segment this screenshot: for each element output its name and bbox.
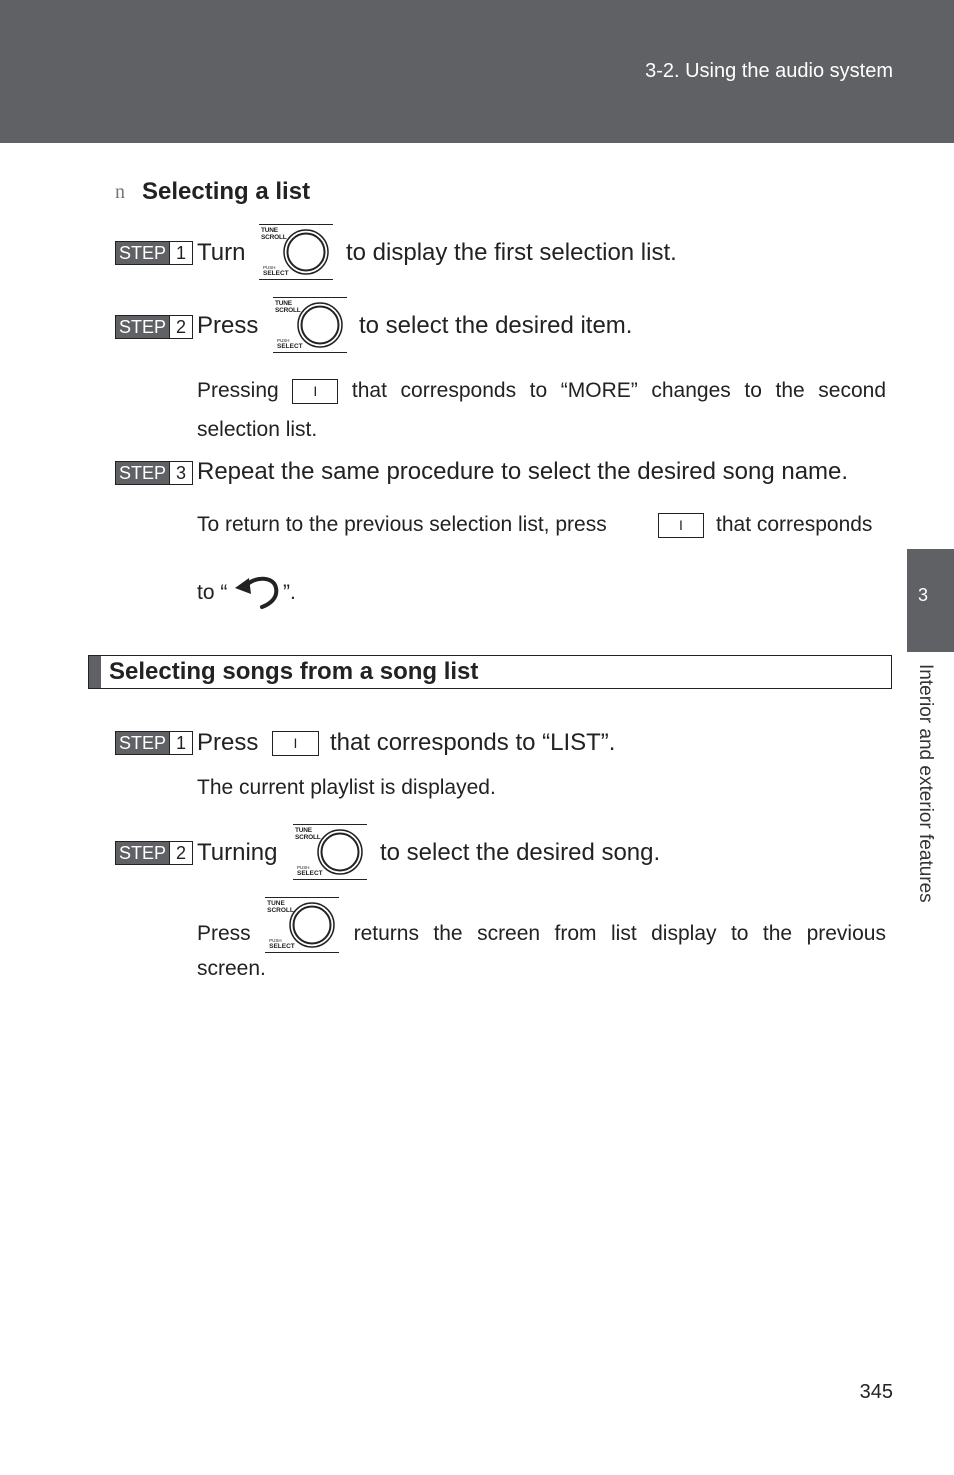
step-text: Turning: [197, 839, 278, 866]
note-line: to “: [197, 581, 228, 604]
tune-scroll-knob-icon: TUNE SCROLL PUSH SELECT: [265, 897, 339, 953]
step-badge: [115, 731, 193, 755]
note-line: The current playlist is displayed.: [197, 776, 496, 799]
tune-scroll-knob-icon: TUNE SCROLL PUSH SELECT: [273, 297, 347, 353]
note-line: ”.: [283, 581, 296, 604]
step-label: STEP: [116, 316, 169, 338]
step-text: that corresponds to “LIST”.: [330, 729, 616, 756]
step-text: Press: [197, 312, 259, 339]
page-header: [0, 0, 954, 143]
step-text: Repeat the same procedure to select the desired song name.: [197, 458, 849, 485]
chapter-number: 3: [917, 585, 928, 605]
chapter-side-label: Interior and exterior features: [915, 664, 936, 903]
step-badge: [115, 315, 193, 339]
step-text: to display the first selection list.: [346, 239, 677, 266]
step-badge: [115, 841, 193, 865]
step-number: 3: [169, 462, 192, 484]
note-line: Press TUNE SCROLL PUSH SELECT returns the screen from list display to the previous: [197, 914, 886, 953]
tune-scroll-knob-icon: TUNE SCROLL PUSH SELECT: [293, 824, 367, 880]
section-title: Selecting songs from a song list: [109, 658, 479, 685]
screen-button-icon: I: [272, 731, 319, 756]
screen-button-icon: I: [292, 379, 338, 404]
step-badge: [115, 461, 193, 485]
step-label: STEP: [116, 242, 169, 264]
step-text: Press: [197, 729, 259, 756]
chapter-title: 3-2. Using the audio system: [645, 60, 893, 82]
note-line: Pressing I that corresponds to “MORE” changes to the second: [197, 379, 886, 402]
note-line: that corresponds: [716, 513, 873, 536]
tune-scroll-knob-icon: TUNE SCROLL PUSH SELECT: [259, 224, 333, 280]
step-badge: [115, 241, 193, 265]
step-number: 1: [169, 732, 192, 754]
step-number: 2: [169, 842, 192, 864]
step-label: STEP: [116, 842, 169, 864]
note-line: To return to the previous selection list, press: [197, 513, 607, 536]
subsection-title: Selecting a list: [142, 178, 311, 205]
bullet-marker: n: [115, 181, 125, 203]
note-line: selection list.: [197, 418, 318, 441]
screen-button-icon: I: [658, 513, 704, 538]
step-number: 1: [169, 242, 192, 264]
step-text: to select the desired item.: [359, 312, 633, 339]
step-text: Turn: [197, 239, 246, 266]
page-number: 345: [859, 1381, 893, 1403]
section-accent: [89, 656, 101, 688]
step-number: 2: [169, 316, 192, 338]
note-line: screen.: [197, 957, 266, 980]
back-arrow-icon: [232, 574, 282, 610]
step-label: STEP: [116, 732, 169, 754]
step-text: to select the desired song.: [380, 839, 661, 866]
chapter-tab: [907, 549, 954, 652]
section-heading-bar: [88, 655, 892, 689]
step-label: STEP: [116, 462, 169, 484]
